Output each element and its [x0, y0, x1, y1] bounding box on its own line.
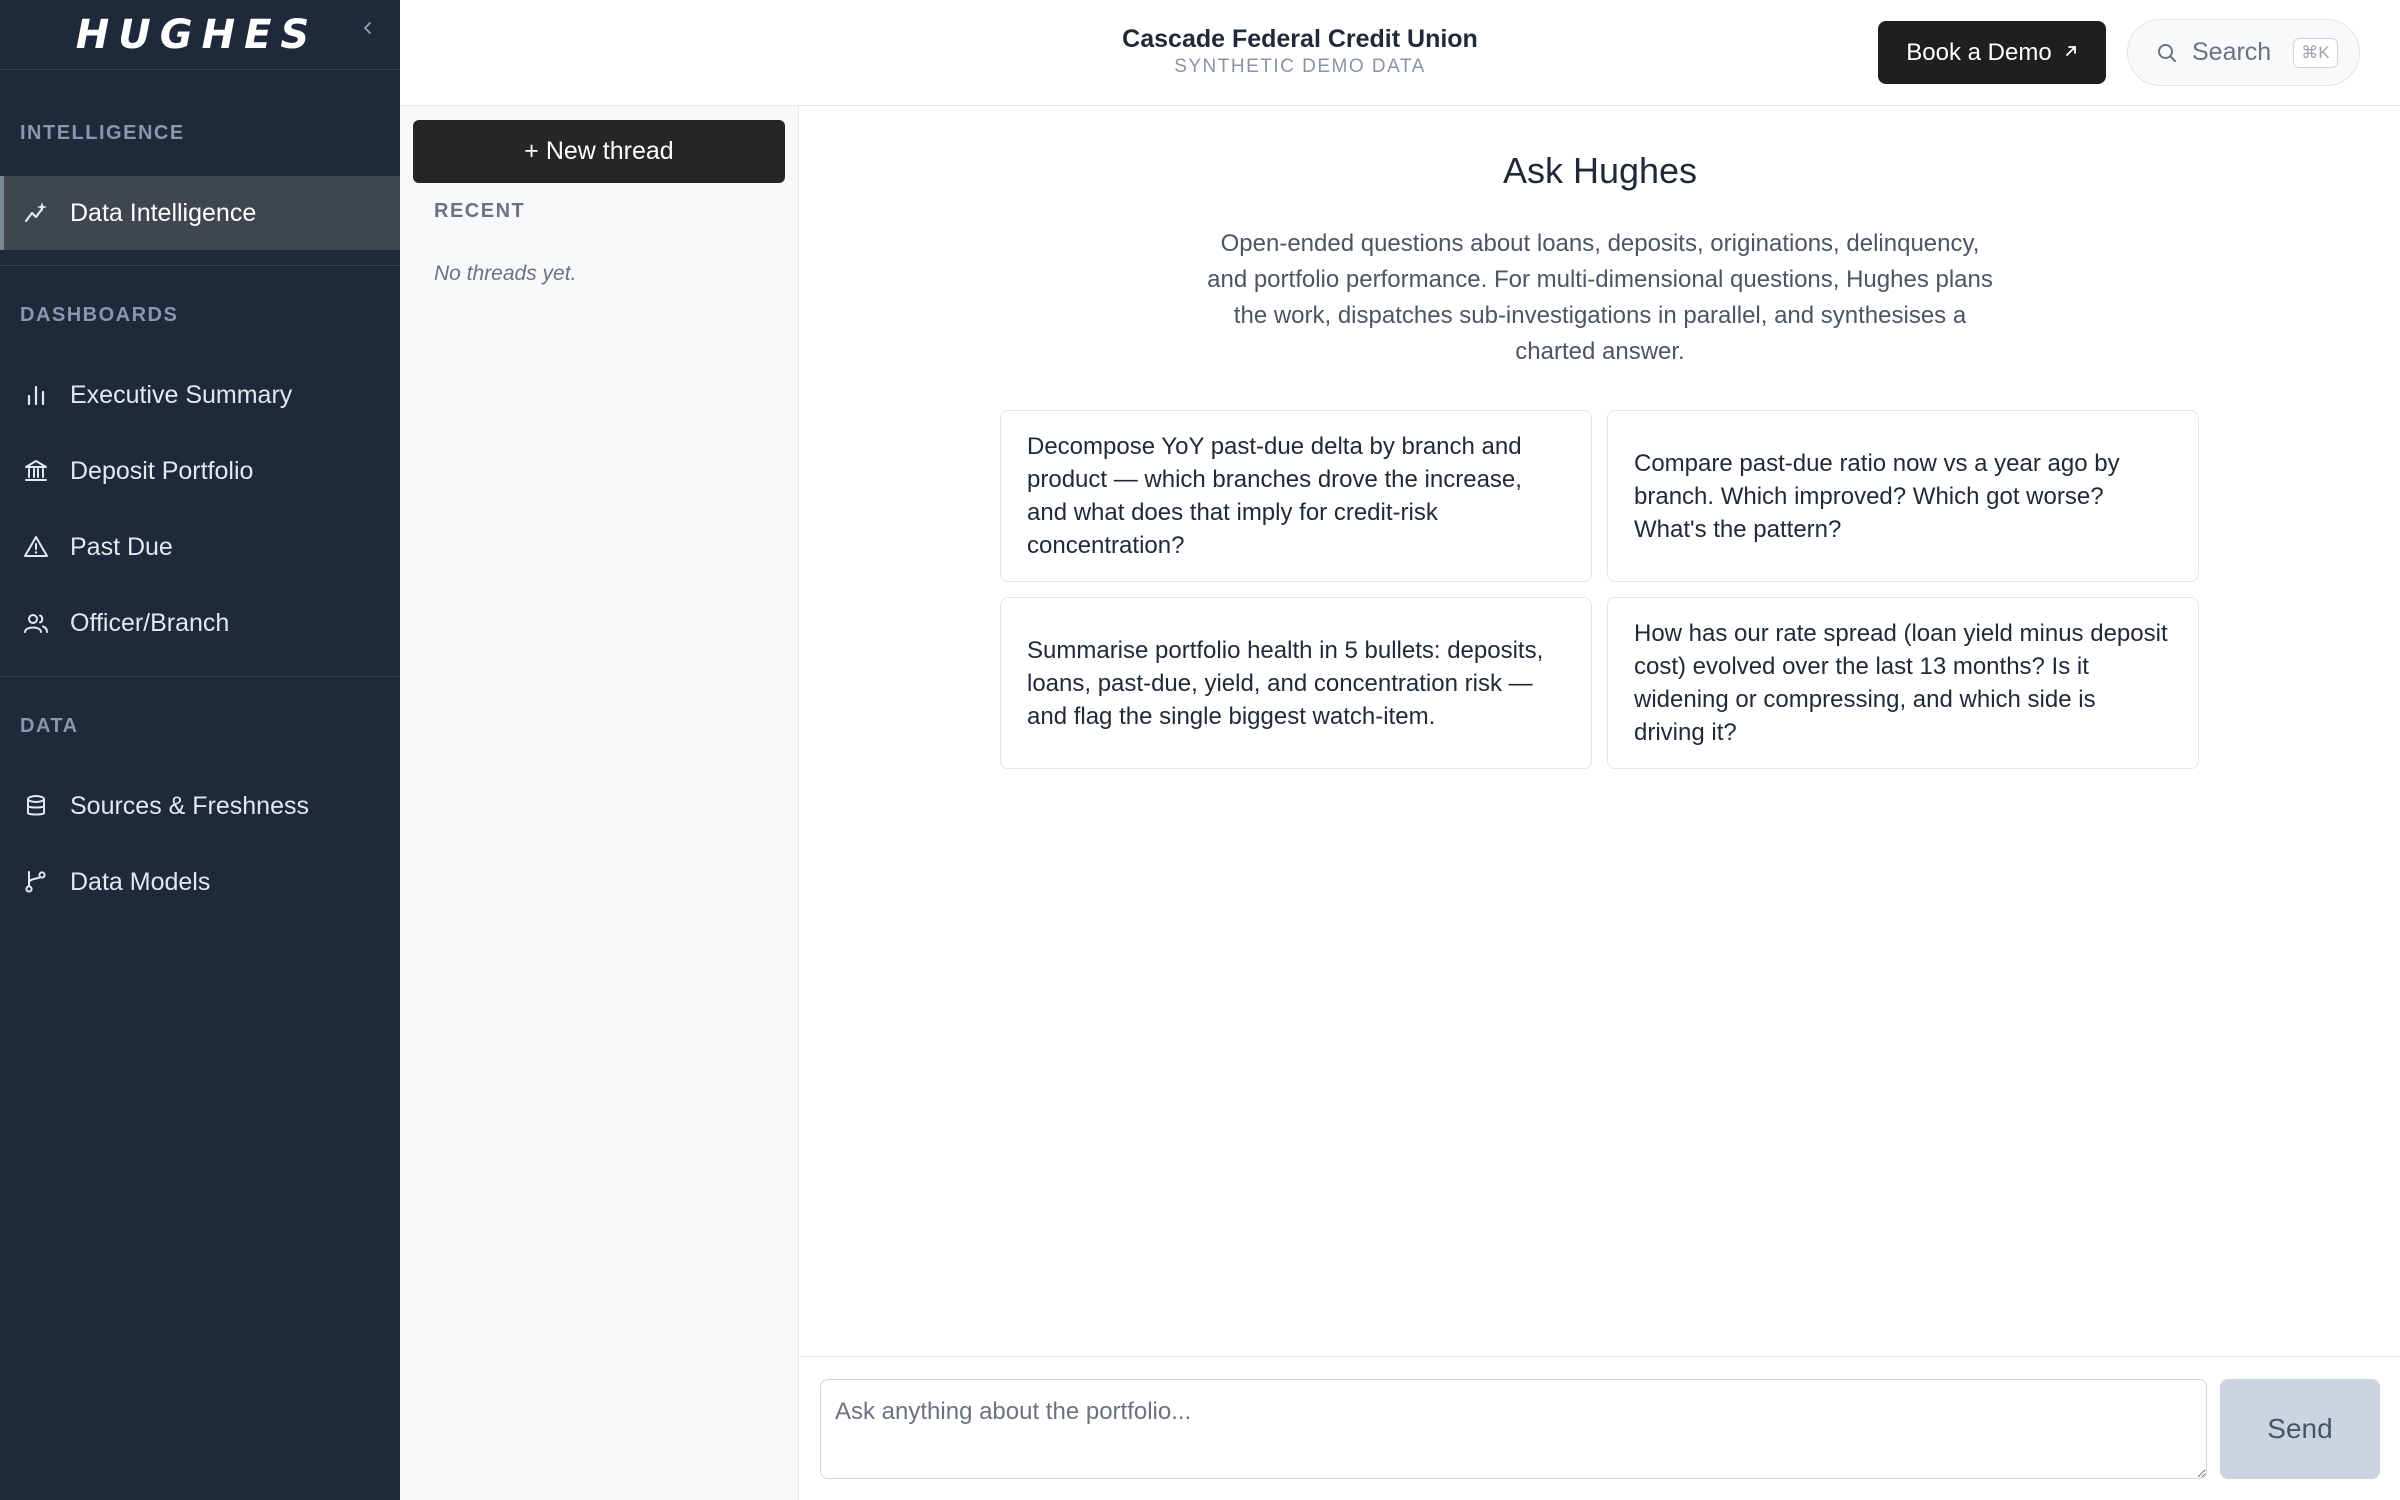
bank-icon: [22, 457, 50, 485]
sidebar-item-data-intelligence[interactable]: [0, 176, 400, 250]
sidebar-item-label: Sources & Freshness: [70, 791, 309, 820]
suggestion-text: Compare past-due ratio now vs a year ago by branch. Which improved? Which got worse? What's the pattern?: [1634, 449, 2120, 543]
suggestion-text: Summarise portfolio health in 5 bullets: deposits, loans, past-due, yield, and concentration risk — and flag the single biggest watch-item.: [1027, 636, 1544, 730]
book-demo-button[interactable]: [1878, 21, 2106, 84]
sidebar-item-label: Past Due: [70, 532, 173, 561]
sidebar-item-label: Officer/Branch: [70, 608, 230, 637]
sidebar-item-executive-summary[interactable]: [0, 357, 400, 433]
org-name: Cascade Federal Credit Union: [1122, 25, 1478, 53]
sidebar-item-deposit-portfolio[interactable]: [0, 433, 400, 509]
book-demo-label: Book a Demo: [1906, 38, 2052, 66]
sidebar-item-officer-branch[interactable]: [0, 585, 400, 661]
brand-header: [0, 0, 400, 70]
section-label: INTELLIGENCE: [20, 122, 185, 144]
suggestion-card[interactable]: [1607, 597, 2199, 769]
hughes-logo[interactable]: HUGHES: [75, 11, 319, 58]
composer: [800, 1356, 2400, 1500]
prompt-input[interactable]: [820, 1379, 2207, 1479]
nav-section-intelligence: [0, 70, 400, 266]
database-icon: [22, 792, 50, 820]
new-thread-button[interactable]: + New thread: [413, 120, 785, 183]
sparkle-chart-icon: [22, 199, 50, 227]
external-arrow-icon: [2064, 42, 2078, 63]
chevron-left-icon: [361, 20, 375, 36]
users-icon: [22, 609, 50, 637]
git-branch-icon: [22, 868, 50, 896]
section-label: DASHBOARDS: [20, 304, 179, 326]
section-label: DATA: [20, 715, 79, 737]
sidebar-item-label: Data Intelligence: [70, 198, 257, 227]
suggestion-card[interactable]: [1607, 410, 2199, 582]
empty-threads-text: No threads yet.: [434, 262, 577, 285]
search-button[interactable]: [2127, 19, 2360, 86]
suggestion-text: Decompose YoY past-due delta by branch and product — which branches drove the increase, and what does that imply for credit-risk concentration?: [1027, 433, 1522, 559]
sidebar-item-label: Executive Summary: [70, 380, 293, 409]
collapse-sidebar-button[interactable]: [356, 16, 380, 40]
bar-chart-icon: [22, 381, 50, 409]
org-title-block: [800, 25, 1800, 78]
search-label: Search: [2192, 38, 2272, 66]
sidebar-item-data-models[interactable]: [0, 844, 400, 920]
sidebar-item-past-due[interactable]: [0, 509, 400, 585]
nav-section-data: [0, 677, 400, 920]
page-title: Ask Hughes: [1502, 150, 1698, 191]
page-description: Open-ended questions about loans, deposits, originations, delinquency, and portfolio performance. For multi-dimensional questions, Hughes plans the work, dispatches sub-investigations in parallel, and synthesises a charted answer.: [1207, 230, 1993, 365]
search-icon: [2156, 42, 2178, 64]
warning-icon: [22, 533, 50, 561]
nav-section-dashboards: [0, 266, 400, 677]
send-button[interactable]: Send: [2220, 1379, 2380, 1479]
recent-heading: RECENT: [434, 200, 526, 222]
sidebar: [0, 0, 400, 1500]
org-subtitle: SYNTHETIC DEMO DATA: [1174, 56, 1426, 77]
suggestion-card[interactable]: [1000, 410, 1592, 582]
sidebar-item-sources-freshness[interactable]: [0, 768, 400, 844]
main-content: [800, 106, 2400, 1500]
shortcut-hint: ⌘K: [2293, 38, 2337, 68]
sidebar-item-label: Deposit Portfolio: [70, 456, 254, 485]
top-bar: [400, 0, 2400, 106]
suggestion-card[interactable]: [1000, 597, 1592, 769]
sidebar-item-label: Data Models: [70, 867, 211, 896]
suggestion-text: How has our rate spread (loan yield minus deposit cost) evolved over the last 13 months? Is it widening or compressing, and which side is driving it?: [1634, 620, 2168, 746]
threads-panel: [400, 106, 799, 1500]
